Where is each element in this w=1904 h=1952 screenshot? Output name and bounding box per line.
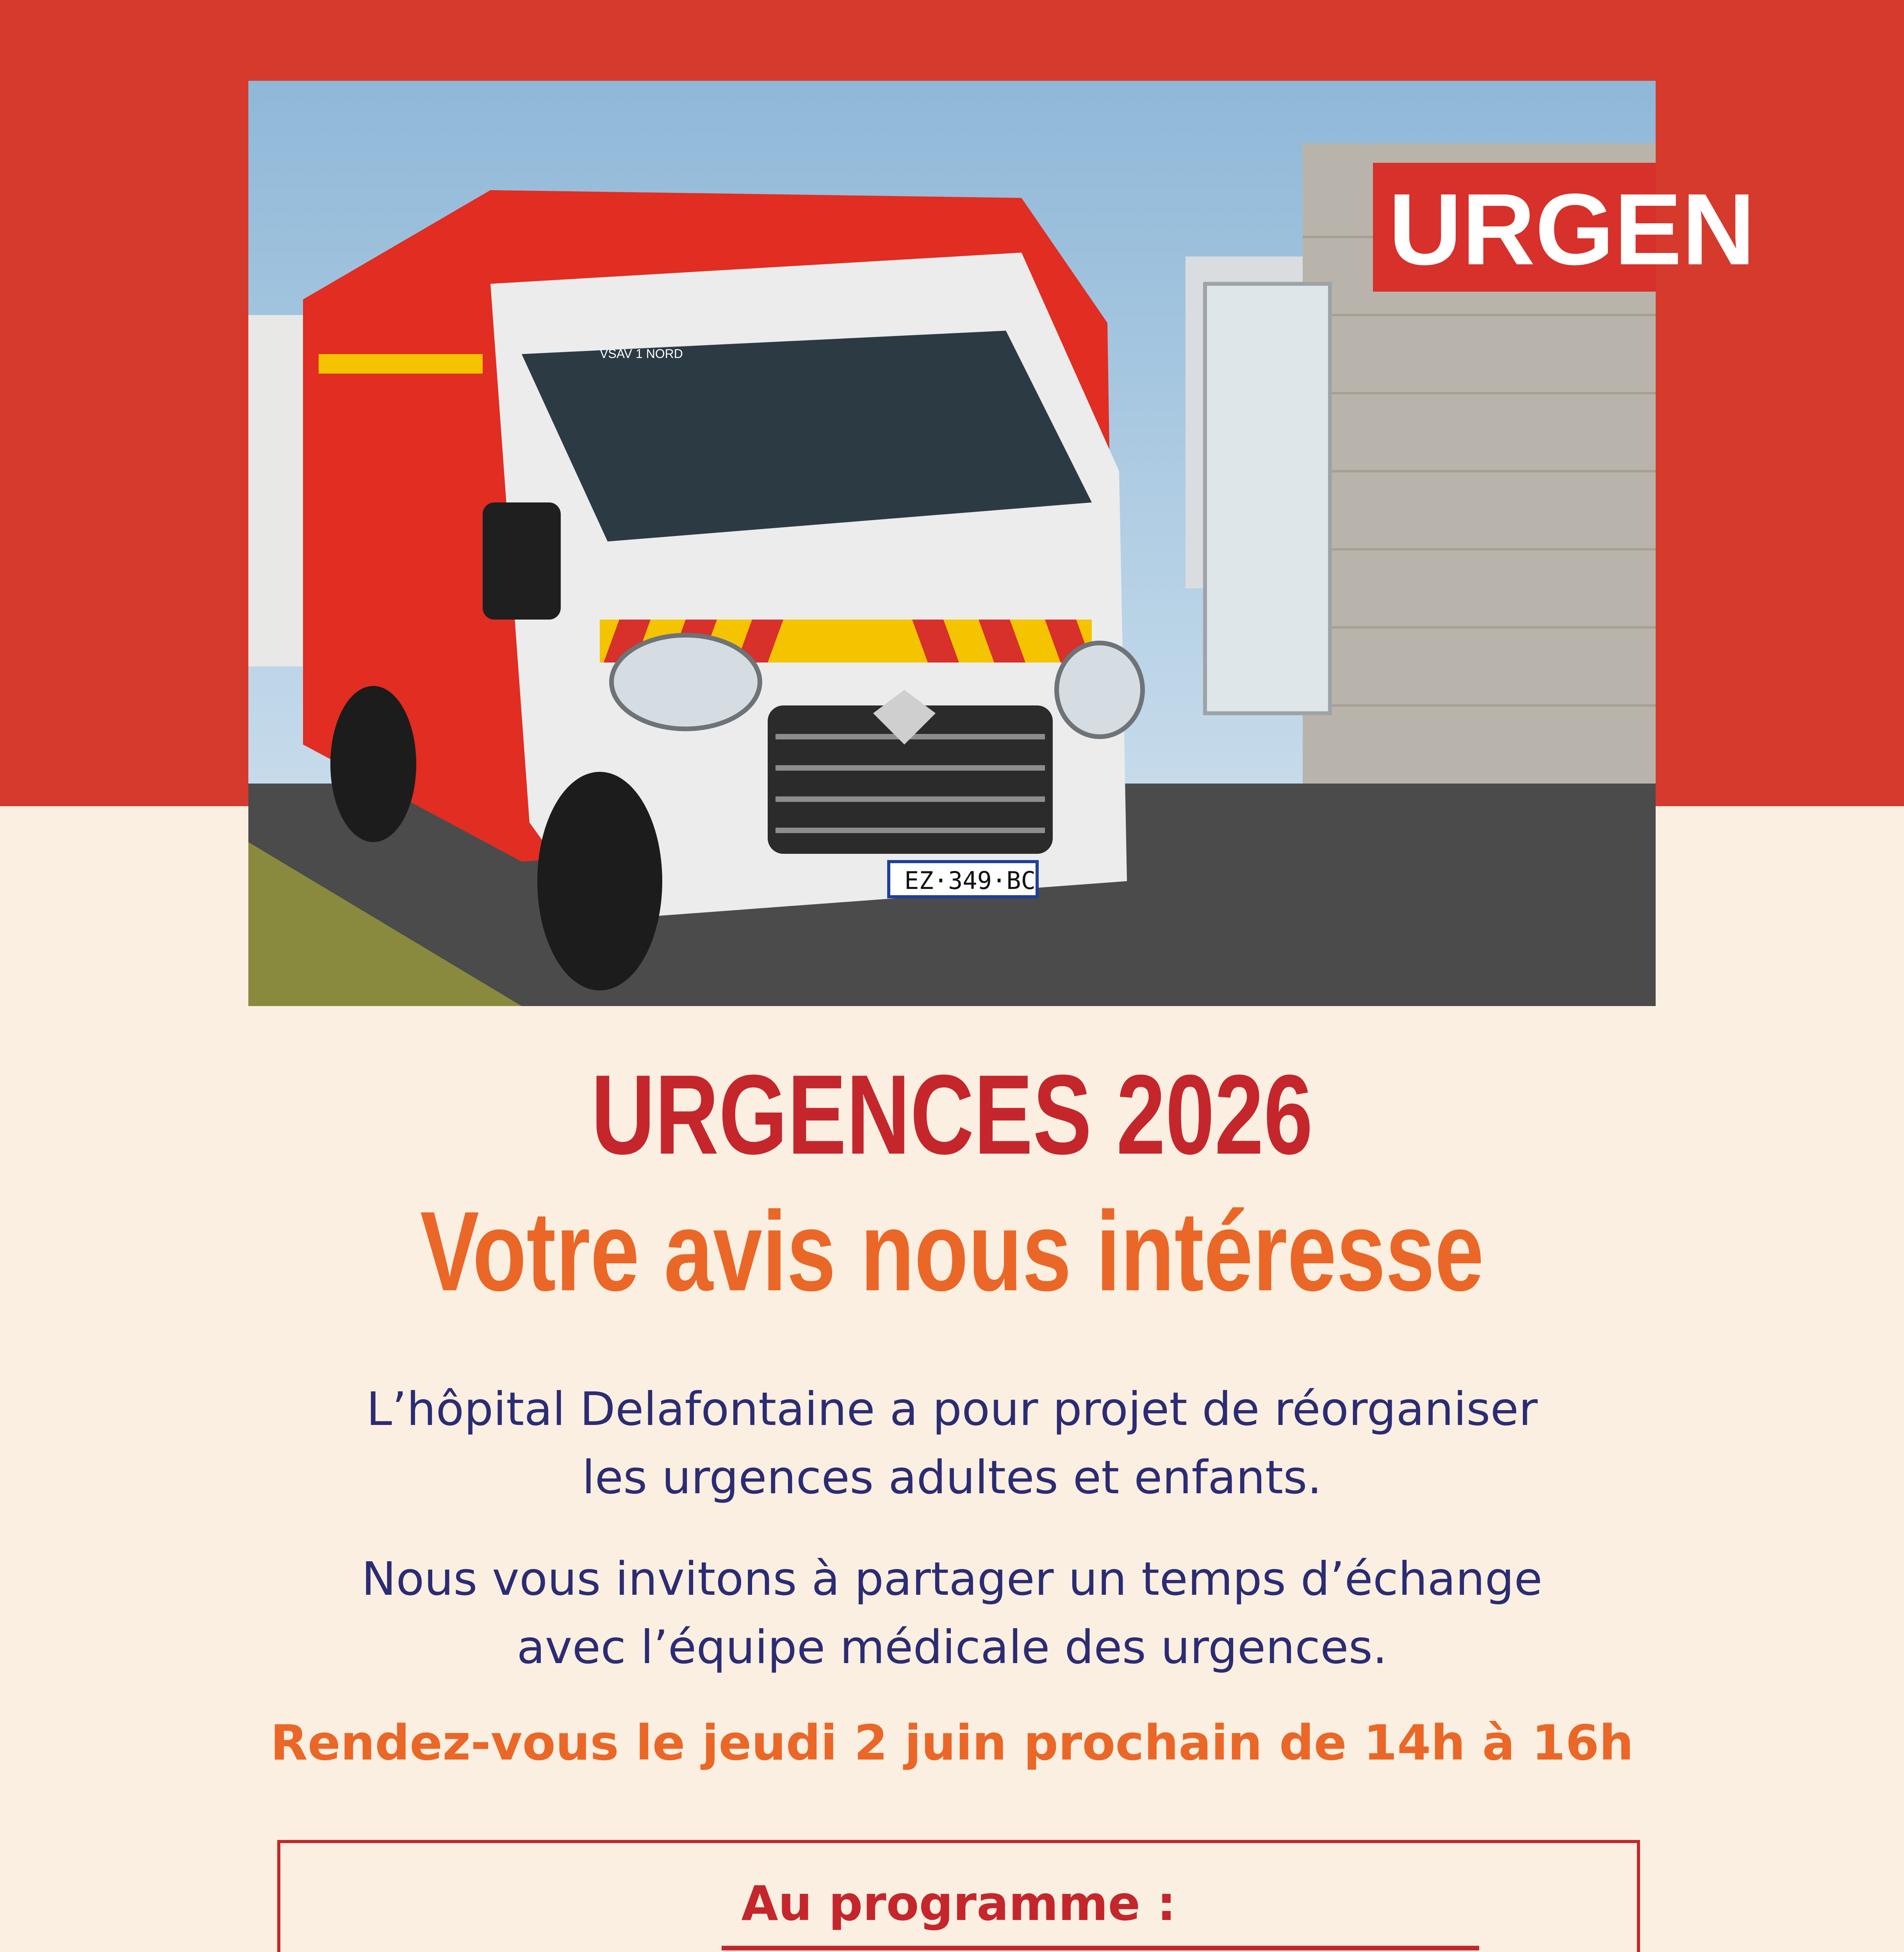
windshield-label: VSAV 1 NORD (600, 347, 683, 361)
programme-box (277, 1840, 1640, 1952)
intro-paragraph-1 (0, 1375, 1904, 1512)
license-plate-text: EZ·349·BC (904, 866, 1036, 895)
programme-title: Au programme : (741, 1876, 1176, 1931)
ambulance-illustration (248, 81, 1755, 1006)
intro-line: L’hôpital Delafontaine a pour projet de réorganiser (366, 1382, 1538, 1436)
urgences-sign-text: URGEN (1389, 173, 1755, 286)
intro-line: les urgences adultes et enfants. (582, 1450, 1322, 1504)
intro-line: Nous vous invitons à partager un temps d’échange (361, 1552, 1543, 1606)
intro-line: avec l’équipe médicale des urgences. (517, 1620, 1387, 1674)
page-subtitle: Votre avis nous intéresse (420, 1188, 1484, 1314)
programme-title-underline (722, 1946, 1479, 1950)
ambulance-photo (248, 81, 1755, 1006)
intro-paragraph-2 (0, 1545, 1904, 1681)
rendezvous-text: Rendez-vous le jeudi 2 juin prochain de 14h à 16h (270, 1715, 1634, 1771)
page-title: URGENCES 2026 (591, 1051, 1313, 1178)
